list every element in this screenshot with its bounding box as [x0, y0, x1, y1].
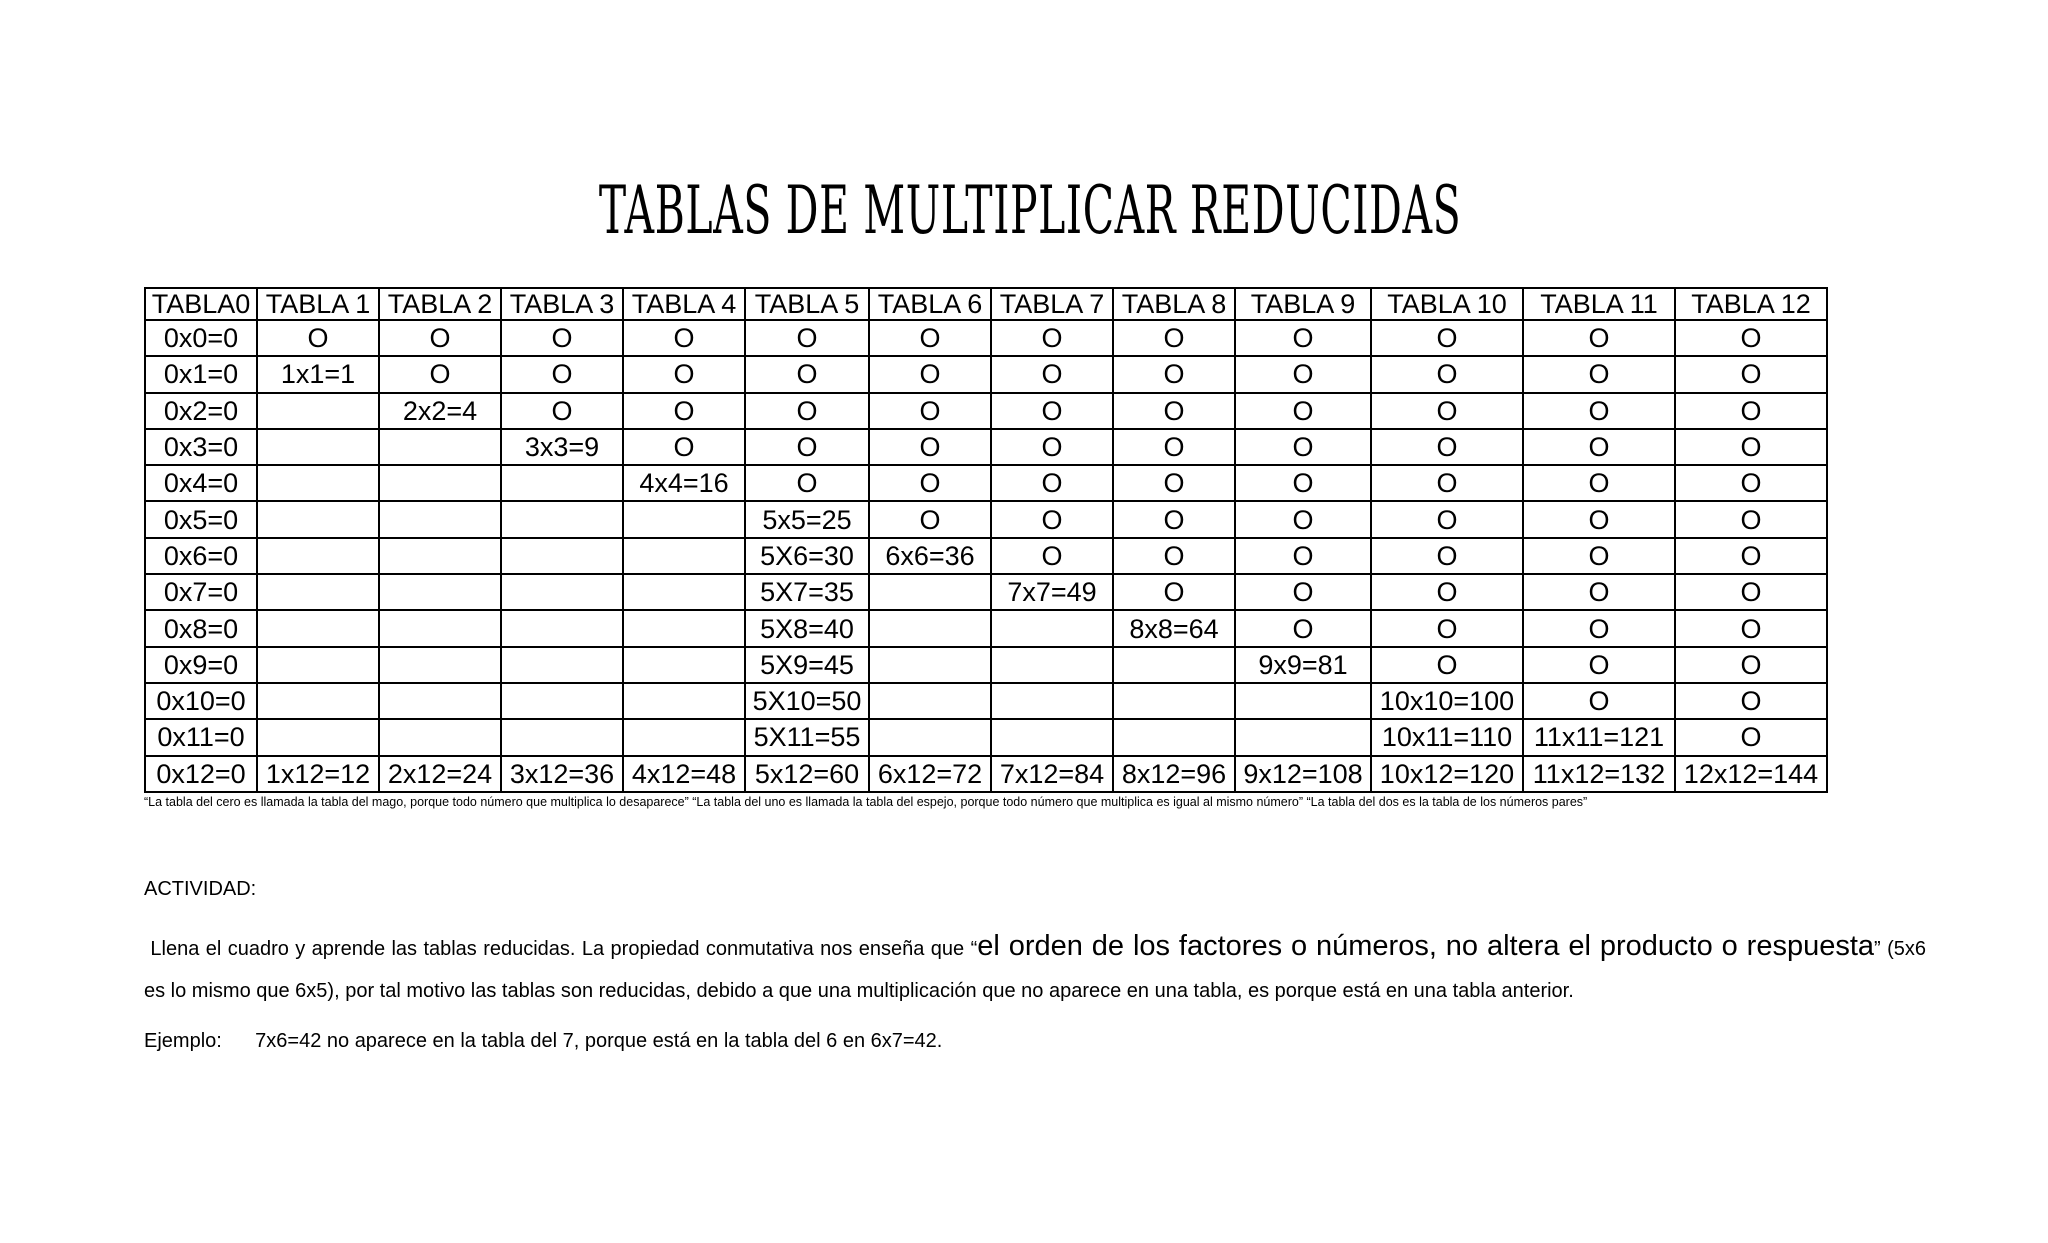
table-cell: O [1675, 429, 1827, 465]
table-cell: O [1235, 538, 1371, 574]
table-cell: O [869, 429, 991, 465]
table-row [145, 538, 1827, 574]
table-cell [623, 538, 745, 574]
table-cell: 5X7=35 [745, 574, 869, 610]
table-cell [623, 719, 745, 755]
table-cell [257, 465, 379, 501]
table-cell [379, 429, 501, 465]
paragraph-start: Llena el cuadro y aprende las tablas reducidas. La propiedad conmutativa nos enseña que “ [150, 938, 978, 960]
table-cell [501, 574, 623, 610]
table-cell: O [1523, 647, 1675, 683]
table-cell [257, 647, 379, 683]
table-cell: 0x11=0 [145, 719, 257, 755]
table-cell: O [623, 356, 745, 392]
table-cell: O [1113, 393, 1235, 429]
example-line [144, 1030, 942, 1053]
header-cell: TABLA 7 [991, 288, 1113, 320]
header-cell: TABLA 8 [1113, 288, 1235, 320]
table-cell: O [991, 393, 1113, 429]
table-cell: O [869, 393, 991, 429]
table-cell: 3x12=36 [501, 756, 623, 792]
header-cell: TABLA 6 [869, 288, 991, 320]
table-cell [1235, 719, 1371, 755]
table-cell: O [1113, 538, 1235, 574]
table-cell [379, 501, 501, 537]
table-row [145, 356, 1827, 392]
table-row [145, 574, 1827, 610]
table-cell: O [991, 538, 1113, 574]
table-cell [501, 538, 623, 574]
table-cell: O [1235, 320, 1371, 356]
table-cell [623, 683, 745, 719]
table-cell: 0x7=0 [145, 574, 257, 610]
header-cell: TABLA 3 [501, 288, 623, 320]
table-cell: O [1371, 574, 1523, 610]
table-cell: O [1675, 356, 1827, 392]
activity-paragraph [144, 925, 1926, 1012]
commutative-quote: el orden de los factores o números, no altera el producto o respuesta [977, 930, 1875, 962]
table-cell: O [1675, 320, 1827, 356]
table-cell: 7x12=84 [991, 756, 1113, 792]
table-cell: O [1113, 501, 1235, 537]
table-cell: O [501, 356, 623, 392]
example-label: Ejemplo: [144, 1030, 222, 1052]
table-cell: 0x5=0 [145, 501, 257, 537]
table-cell: O [1371, 465, 1523, 501]
table-cell: O [1371, 356, 1523, 392]
table-cell: 5X10=50 [745, 683, 869, 719]
table-cell: O [1523, 465, 1675, 501]
table-cell: O [1235, 610, 1371, 646]
table-row [145, 647, 1827, 683]
table-cell [1113, 647, 1235, 683]
table-cell: 5X9=45 [745, 647, 869, 683]
table-cell [501, 647, 623, 683]
table-cell: 10x10=100 [1371, 683, 1523, 719]
table-cell: 0x6=0 [145, 538, 257, 574]
table-cell [501, 465, 623, 501]
table-cell: O [1523, 538, 1675, 574]
table-cell: 0x2=0 [145, 393, 257, 429]
table-cell: 5X11=55 [745, 719, 869, 755]
table-cell: O [1371, 501, 1523, 537]
header-cell: TABLA 11 [1523, 288, 1675, 320]
table-cell [1235, 683, 1371, 719]
table-cell: O [1523, 501, 1675, 537]
table-cell: O [623, 320, 745, 356]
table-cell: O [1371, 647, 1523, 683]
table-cell: O [1675, 465, 1827, 501]
header-cell: TABLA 2 [379, 288, 501, 320]
table-cell: O [1235, 501, 1371, 537]
table-cell [623, 501, 745, 537]
table-cell: O [1523, 356, 1675, 392]
paragraph-end: ” (5x6 es lo mismo que 6x5), por tal motivo las tablas son reducidas, debido a que una multiplicación que no aparece en una tabla, es porque está en una tabla anterior. [144, 938, 1927, 1002]
table-cell: 4x12=48 [623, 756, 745, 792]
table-row [145, 501, 1827, 537]
table-cell: O [623, 393, 745, 429]
table-cell: 0x4=0 [145, 465, 257, 501]
table-body [145, 320, 1827, 792]
table-cell [379, 538, 501, 574]
table-cell: 11x12=132 [1523, 756, 1675, 792]
table-cell [257, 501, 379, 537]
table-cell [379, 610, 501, 646]
table-cell: 0x1=0 [145, 356, 257, 392]
table-cell: 3x3=9 [501, 429, 623, 465]
table-cell [869, 574, 991, 610]
table-cell [257, 683, 379, 719]
table-cell: 0x9=0 [145, 647, 257, 683]
page-title: TABLAS DE MULTIPLICAR REDUCIDAS [598, 172, 1462, 249]
table-cell [1113, 719, 1235, 755]
table-cell [1113, 683, 1235, 719]
table-cell: 8x12=96 [1113, 756, 1235, 792]
table-cell: 11x11=121 [1523, 719, 1675, 755]
table-cell: 5X6=30 [745, 538, 869, 574]
table-cell: 7x7=49 [991, 574, 1113, 610]
table-cell: O [1235, 465, 1371, 501]
table-cell: O [1113, 429, 1235, 465]
table-cell [501, 719, 623, 755]
table-cell: 1x12=12 [257, 756, 379, 792]
table-cell: O [1675, 683, 1827, 719]
table-cell: O [1371, 538, 1523, 574]
table-cell: 6x6=36 [869, 538, 991, 574]
table-cell: O [501, 393, 623, 429]
table-row [145, 719, 1827, 755]
table-cell: O [745, 465, 869, 501]
table-cell: O [869, 465, 991, 501]
table-cell: O [1675, 538, 1827, 574]
table-cell: O [623, 429, 745, 465]
table-cell: O [1371, 610, 1523, 646]
table-cell [991, 647, 1113, 683]
table-cell [623, 647, 745, 683]
activity-heading: ACTIVIDAD: [144, 878, 257, 900]
table-cell: O [379, 320, 501, 356]
table-cell: 0x10=0 [145, 683, 257, 719]
table-cell: 6x12=72 [869, 756, 991, 792]
table-cell: O [1371, 429, 1523, 465]
multiplication-table [144, 287, 1828, 793]
table-cell: O [1113, 320, 1235, 356]
table-cell [379, 647, 501, 683]
table-header-row [145, 288, 1827, 320]
table-cell: O [745, 320, 869, 356]
table-row [145, 683, 1827, 719]
table-cell: O [1113, 465, 1235, 501]
table-row [145, 756, 1827, 792]
table-cell: O [869, 320, 991, 356]
table-row [145, 393, 1827, 429]
table-cell [991, 683, 1113, 719]
table-cell [869, 719, 991, 755]
table-cell [257, 610, 379, 646]
table-cell: O [991, 465, 1113, 501]
table-cell [379, 465, 501, 501]
table-cell: O [745, 393, 869, 429]
table-cell: O [1113, 356, 1235, 392]
table-cell: 5X8=40 [745, 610, 869, 646]
table-cell: O [1675, 719, 1827, 755]
header-cell: TABLA 1 [257, 288, 379, 320]
table-cell: 9x12=108 [1235, 756, 1371, 792]
table-cell [379, 683, 501, 719]
table-cell: O [1523, 320, 1675, 356]
table-cell [869, 610, 991, 646]
table-cell: O [1235, 393, 1371, 429]
header-cell: TABLA 10 [1371, 288, 1523, 320]
table-row [145, 429, 1827, 465]
table-cell: 9x9=81 [1235, 647, 1371, 683]
table-cell [257, 719, 379, 755]
table-cell [257, 429, 379, 465]
table-cell [501, 683, 623, 719]
table-cell: O [1371, 320, 1523, 356]
table-cell: O [869, 356, 991, 392]
table-cell: 0x8=0 [145, 610, 257, 646]
table-cell [501, 501, 623, 537]
table-cell [623, 574, 745, 610]
table-cell: 8x8=64 [1113, 610, 1235, 646]
table-cell: 1x1=1 [257, 356, 379, 392]
table-cell [991, 719, 1113, 755]
table-cell: 5x5=25 [745, 501, 869, 537]
table-cell: O [1523, 429, 1675, 465]
table-cell: O [991, 501, 1113, 537]
table-cell: O [1675, 501, 1827, 537]
table-cell [257, 574, 379, 610]
table-cell: O [1523, 610, 1675, 646]
table-cell: O [1523, 574, 1675, 610]
table-cell: O [1523, 683, 1675, 719]
table-cell: O [257, 320, 379, 356]
table-cell: O [1675, 610, 1827, 646]
example-text: 7x6=42 no aparece en la tabla del 7, porque está en la tabla del 6 en 6x7=42. [255, 1030, 943, 1052]
table-row [145, 320, 1827, 356]
table-cell: O [1235, 429, 1371, 465]
table-cell [257, 538, 379, 574]
table-cell: 0x3=0 [145, 429, 257, 465]
table-cell: O [991, 320, 1113, 356]
table-cell: O [1113, 574, 1235, 610]
table-cell: 12x12=144 [1675, 756, 1827, 792]
table-cell [991, 610, 1113, 646]
table-cell [379, 719, 501, 755]
table-cell [869, 683, 991, 719]
table-cell: O [379, 356, 501, 392]
table-cell: O [869, 501, 991, 537]
table-cell: O [1371, 393, 1523, 429]
table-cell [379, 574, 501, 610]
table-cell: O [745, 429, 869, 465]
footnote: “La tabla del cero es llamada la tabla del mago, porque todo número que multiplica lo desaparece” “La tabla del uno es llamada la tabla del espejo, porque todo número que multiplica es igual al mismo número” “La tabla del dos es la tabla de los números pares” [144, 795, 1588, 809]
table-cell: O [501, 320, 623, 356]
table-cell: 0x12=0 [145, 756, 257, 792]
table-row [145, 465, 1827, 501]
table-cell: O [991, 429, 1113, 465]
header-cell: TABLA0 [145, 288, 257, 320]
table-cell: O [1235, 356, 1371, 392]
table-cell: 2x2=4 [379, 393, 501, 429]
header-cell: TABLA 5 [745, 288, 869, 320]
table-cell [623, 610, 745, 646]
table-cell [869, 647, 991, 683]
table-cell: 10x12=120 [1371, 756, 1523, 792]
table-cell: O [991, 356, 1113, 392]
table-cell [257, 393, 379, 429]
header-cell: TABLA 4 [623, 288, 745, 320]
table-cell: O [745, 356, 869, 392]
table-cell: O [1675, 647, 1827, 683]
table-cell: O [1523, 393, 1675, 429]
table-cell: O [1675, 574, 1827, 610]
table-cell: 5x12=60 [745, 756, 869, 792]
table-cell: O [1675, 393, 1827, 429]
header-cell: TABLA 12 [1675, 288, 1827, 320]
table-cell: 10x11=110 [1371, 719, 1523, 755]
table-cell: 0x0=0 [145, 320, 257, 356]
header-cell: TABLA 9 [1235, 288, 1371, 320]
table-cell: 2x12=24 [379, 756, 501, 792]
table-cell: 4x4=16 [623, 465, 745, 501]
table-row [145, 610, 1827, 646]
table-cell: O [1235, 574, 1371, 610]
table-cell [501, 610, 623, 646]
